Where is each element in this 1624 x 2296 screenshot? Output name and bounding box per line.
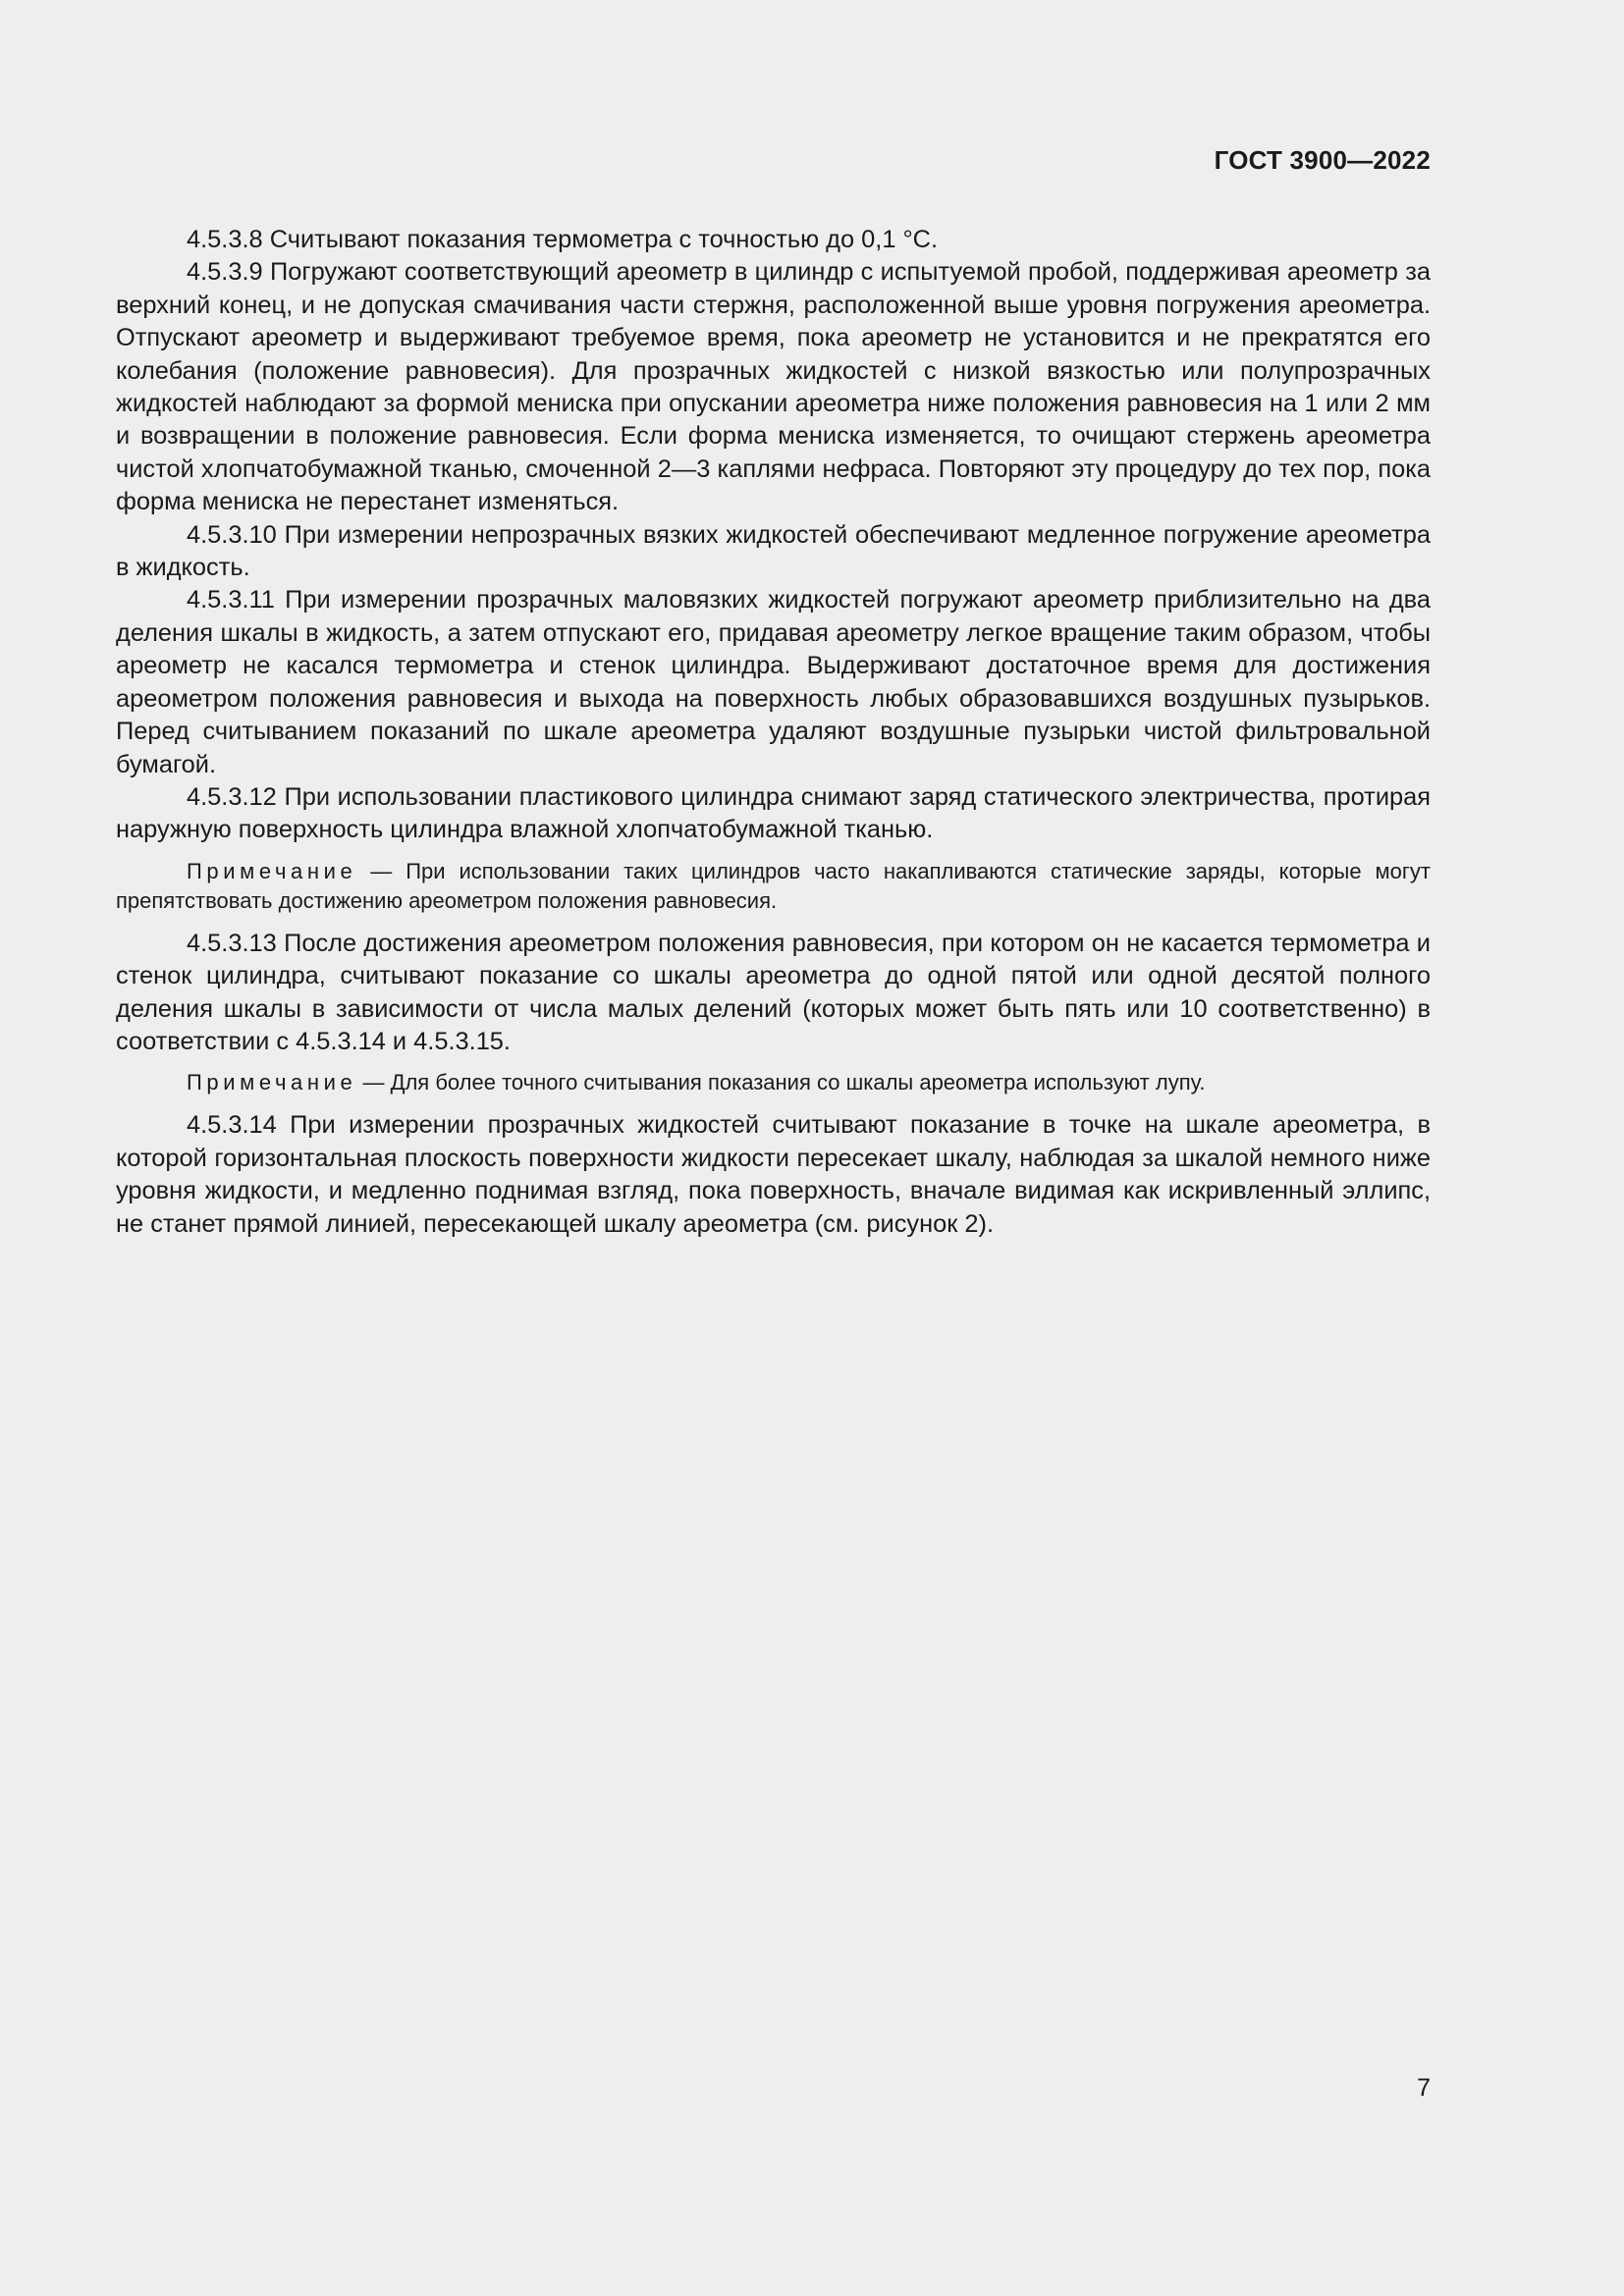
note-static-charge <box>116 857 1431 916</box>
paragraph-4-5-3-10: 4.5.3.10 При измерении непрозрачных вязких жидкостей обеспечивают медленное погружение ареометра в жидкость. <box>116 520 1431 582</box>
document-header: ГОСТ 3900—2022 <box>1214 145 1431 175</box>
note-label: Примечание <box>187 858 357 883</box>
document-body <box>116 224 1431 1241</box>
paragraph-4-5-3-9: 4.5.3.9 Погружают соответствующий ареометр в цилиндр с испытуемой пробой, поддерживая ареометр за верхний конец, и не допуская смачивания части стержня, расположенной выше уровня погружения ареометра. Отпускают ареометр и выдерживают требуемое время, пока ареометр не установится и не прекратятся его колебания (положение равновесия). Для прозрачных жидкостей с низкой вязкостью или полупрозрачных жидкостей наблюдают за формой мениска при опускании ареометра ниже положения равновесия на 1 или 2 мм и возвращении в положение равновесия. Если форма мениска изменяется, то очищают стержень ареометра чистой хлопчатобумажной тканью, смоченной 2—3 каплями нефраса. Повторяют эту процедуру до тех пор, пока форма мениска не перестанет изменяться. <box>116 258 1431 516</box>
note-text: — При использовании таких цилиндров часто накапливаются статические заряды, которые могут препятствовать достижению ареометром положения равновесия. <box>116 858 1431 913</box>
note-magnifier <box>116 1068 1431 1097</box>
note-label: Примечание <box>187 1070 357 1095</box>
paragraph-4-5-3-12: 4.5.3.12 При использовании пластикового цилиндра снимают заряд статического электричества, протирая наружную поверхность цилиндра влажной хлопчатобумажной тканью. <box>116 782 1431 844</box>
paragraph-4-5-3-8: 4.5.3.8 Считывают показания термометра с точностью до 0,1 °С. <box>187 226 939 253</box>
paragraph-4-5-3-11: 4.5.3.11 При измерении прозрачных маловязких жидкостей погружают ареометр приблизительно на два деления шкалы в жидкость, а затем отпускают его, придавая ареометру легкое вращение таким образом, чтобы ареометр не касался термометра и стенок цилиндра. Выдерживают достаточное время для достижения ареометром положения равновесия и выхода на поверхность любых образовавшихся воздушных пузырьков. Перед считыванием показаний по шкале ареометра удаляют воздушные пузырьки чистой фильтровальной бумагой. <box>116 586 1431 778</box>
paragraph-4-5-3-14: 4.5.3.14 При измерении прозрачных жидкостей считывают показание в точке на шкале ареометра, в которой горизонтальная плоскость поверхности жидкости пересекает шкалу, наблюдая за шкалой немного ниже уровня жидкости, и медленно поднимая взгляд, пока поверхность, вначале видимая как искривленный эллипс, не станет прямой линией, пересекающей шкалу ареометра (см. рисунок 2). <box>116 1111 1431 1238</box>
paragraph-4-5-3-13: 4.5.3.13 После достижения ареометром положения равновесия, при котором он не касается термометра и стенок цилиндра, считывают показание со шкалы ареометра до одной пятой или одной десятой полного деления шкалы в зависимости от числа малых делений (которых может быть пять или 10 соответственно) в соответствии с 4.5.3.14 и 4.5.3.15. <box>116 929 1431 1055</box>
note-text: — Для более точного считывания показания со шкалы ареометра используют лупу. <box>356 1070 1206 1095</box>
page-number: 7 <box>1417 2074 1431 2102</box>
